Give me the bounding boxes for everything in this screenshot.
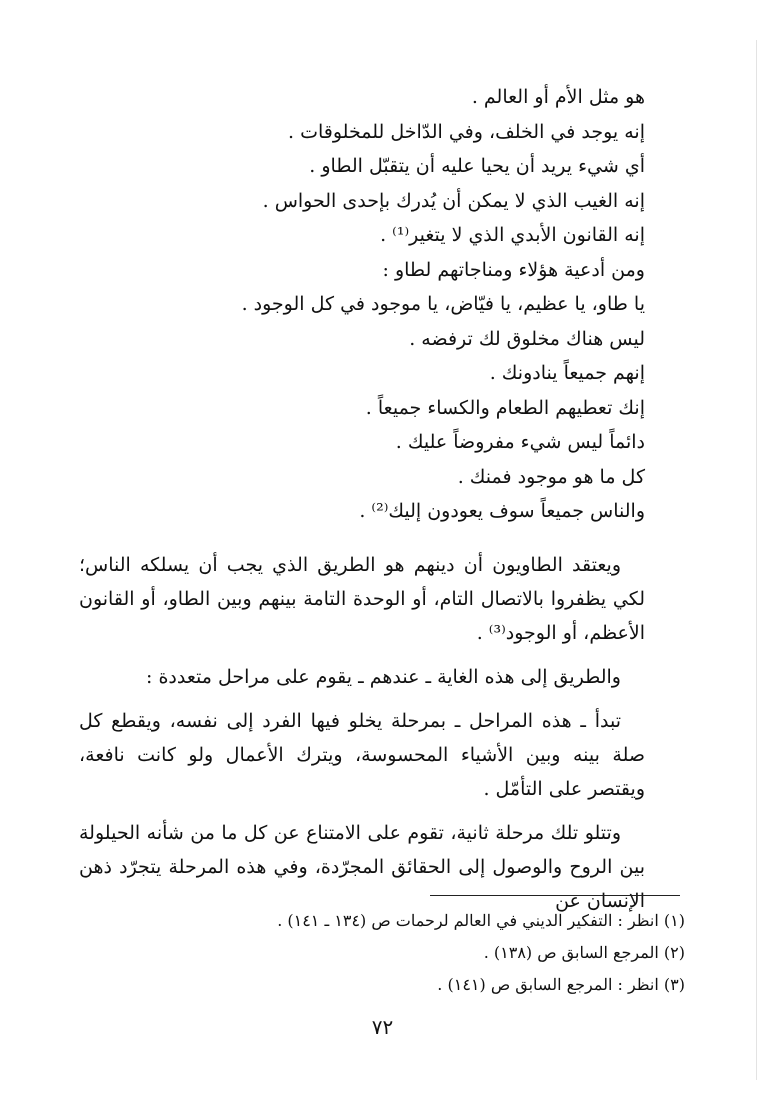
page-number: ٧٢ — [371, 1015, 394, 1039]
verse-line: ومن أدعية هؤلاء ومناجاتهم لطاو : — [382, 258, 645, 281]
paragraph: وتتلو تلك مرحلة ثانية، تقوم على الامتناع عن كل ما من شأنه الحيلولة بين الروح والوصول إلى الحقائق المجرّدة، وفي هذه المرحلة يتجرّد ذهن الإنسان عن — [79, 822, 645, 912]
footnotes — [85, 905, 685, 1001]
verse-line: كل ما هو موجود فمنك . — [457, 465, 645, 488]
verse-line: إنك تعطيهم الطعام والكساء جميعاً . — [365, 396, 645, 419]
paragraph: ويعتقد الطاويون أن دينهم هو الطريق الذي يجب أن يسلكه الناس؛ لكي يظفروا بالاتصال التام، أو الوحدة التامة بينهم وبين الطاو، أو القانون الأعظم، أو الوجود⁽³⁾ . — [79, 554, 645, 644]
verse-line: والناس جميعاً سوف يعودون إليك⁽²⁾ . — [359, 500, 645, 522]
verse-line: دائماً ليس شيء مفروضاً عليك . — [395, 431, 645, 453]
verse-line: إنه الغيب الذي لا يمكن أن يُدرك بإحدى الحواس . — [262, 189, 645, 212]
verse-line: يا طاو، يا عظيم، يا فيّاض، يا موجود في كل الوجود . — [241, 293, 645, 315]
paragraph: والطريق إلى هذه الغاية ـ عندهم ـ يقوم على مراحل متعددة : — [146, 666, 621, 688]
verse-line: هو مثل الأم أو العالم . — [471, 86, 645, 108]
page-edge-divider — [756, 40, 757, 1080]
footnote: (٣) انظر : المرجع السابق ص (١٤١) . — [437, 975, 685, 994]
verse-line: أي شيء يريد أن يحيا عليه أن يتقبّل الطاو . — [309, 155, 645, 177]
verse-line: إنهم جميعاً ينادونك . — [489, 362, 645, 384]
footnote: (١) انظر : التفكير الديني في العالم لرحمات ص (١٣٤ ـ ١٤١) . — [277, 911, 685, 930]
verse-line: إنه يوجد في الخلف، وفي الدّاخل للمخلوقات . — [288, 120, 645, 143]
verse-line: إنه القانون الأبدي الذي لا يتغير⁽¹⁾ . — [380, 224, 645, 246]
paragraph: تبدأ ـ هذه المراحل ـ بمرحلة يخلو فيها الفرد إلى نفسه، ويقطع كل صلة بينه وبين الأشياء المحسوسة، ويترك الأعمال ولو كانت نافعة، ويقتصر على التأمّل . — [79, 710, 645, 800]
body-text — [79, 548, 645, 928]
verse-block — [85, 80, 645, 529]
footnote-separator — [430, 895, 680, 896]
verse-line: ليس هناك مخلوق لك ترفضه . — [409, 327, 645, 350]
footnote: (٢) المرجع السابق ص (١٣٨) . — [483, 943, 685, 962]
